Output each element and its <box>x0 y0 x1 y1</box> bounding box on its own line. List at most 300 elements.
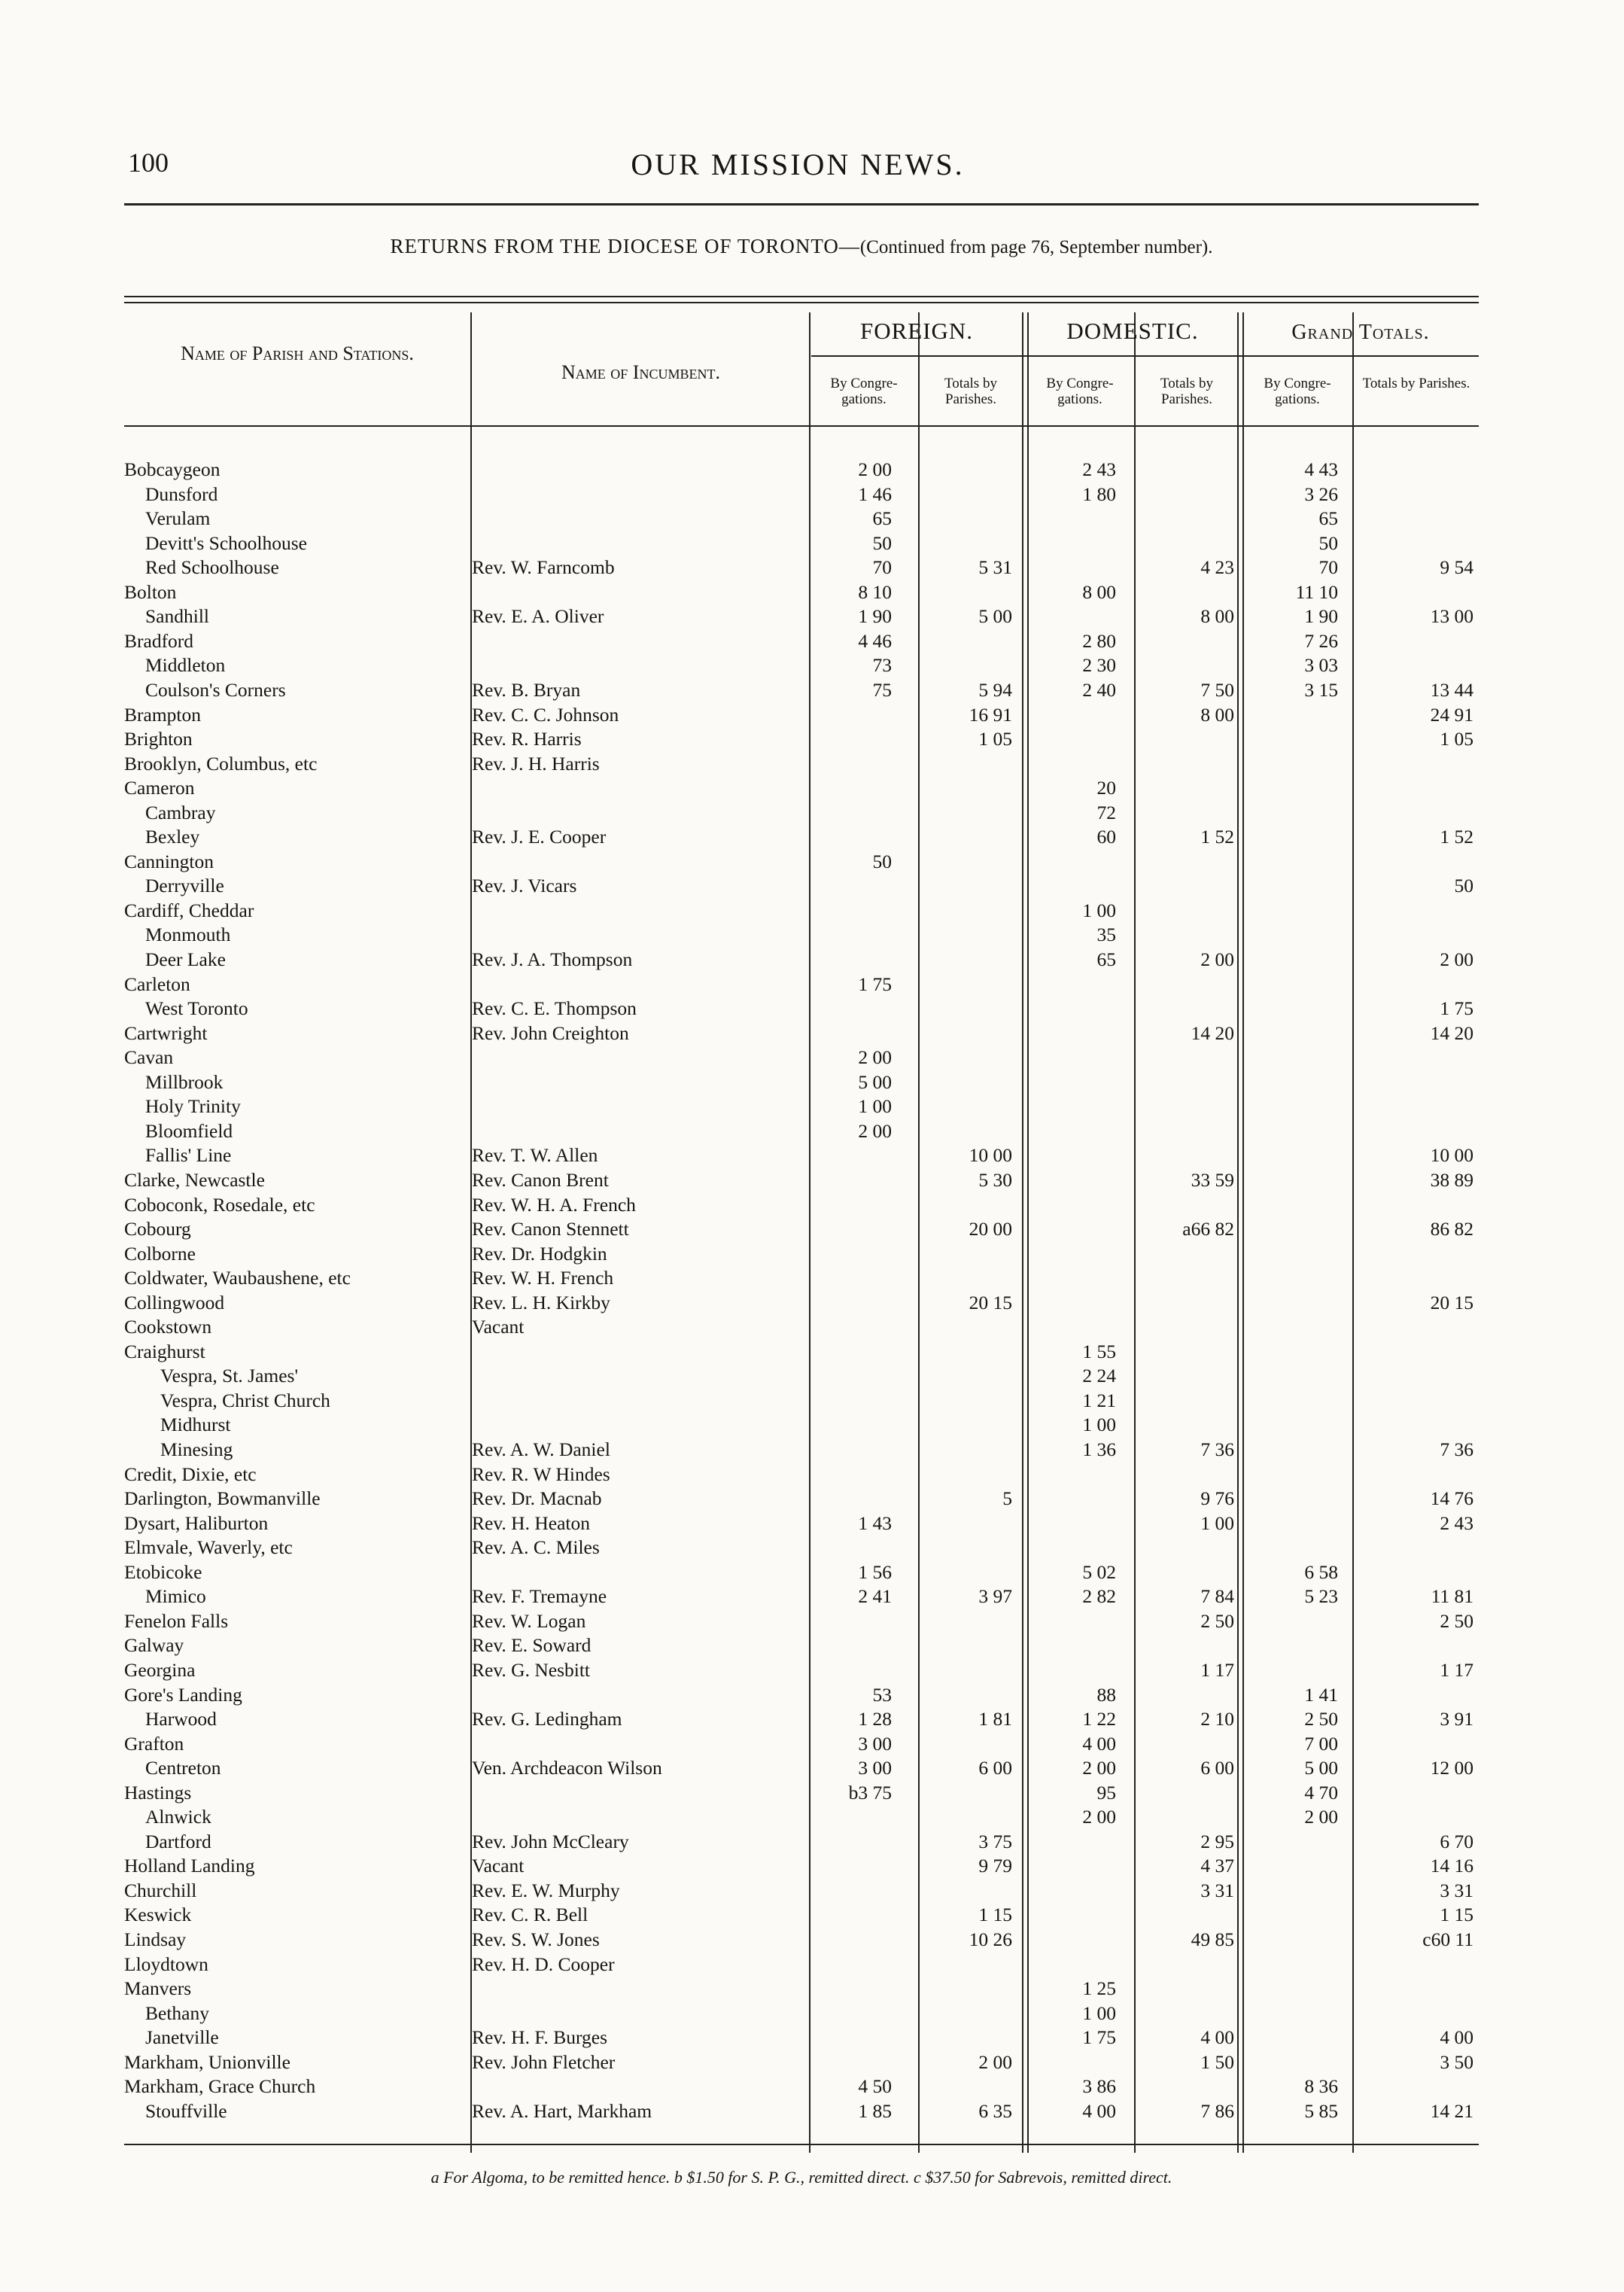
table-row <box>124 1021 1479 1046</box>
table-row <box>124 1609 1479 1633</box>
parish-name: West Toronto <box>145 997 248 1020</box>
amount-dp: 4 37 <box>1200 1855 1234 1877</box>
table-row <box>124 1412 1479 1437</box>
amount-dc: 2 43 <box>1082 458 1116 480</box>
foreign-by-congregations-header: By Congre-gations. <box>830 376 898 407</box>
incumbent-name: Rev. Canon Stennett <box>472 1218 629 1240</box>
table-row <box>124 800 1479 825</box>
amount-fc: 1 43 <box>858 1511 892 1534</box>
report-title-continued: (Continued from page 76, September number). <box>859 237 1213 257</box>
amount-dc: 2 00 <box>1082 1757 1116 1779</box>
amount-gc: 8 36 <box>1304 2075 1338 2098</box>
parish-name: Harwood <box>145 1708 217 1730</box>
amount-dp: 7 36 <box>1200 1438 1234 1460</box>
table-row <box>124 898 1479 923</box>
amount-fp: 5 <box>1002 1487 1012 1510</box>
amount-dc: 1 22 <box>1082 1708 1116 1730</box>
parish-name: Coboconk, Rosedale, etc <box>124 1193 315 1216</box>
incumbent-name: Rev. W. Farncomb <box>472 556 615 579</box>
incumbent-name: Rev. A. C. Miles <box>472 1536 600 1559</box>
table-row <box>124 702 1479 727</box>
parish-name: Centreton <box>145 1757 221 1779</box>
parish-name: Bolton <box>124 580 177 603</box>
amount-dc: 2 30 <box>1082 654 1116 677</box>
parish-name: Markham, Grace Church <box>124 2075 316 2098</box>
table-row <box>124 1535 1479 1560</box>
table-row <box>124 726 1479 751</box>
amount-gc: 2 50 <box>1304 1708 1338 1730</box>
parish-name: Derryville <box>145 875 224 897</box>
amount-gc: 4 70 <box>1304 1781 1338 1803</box>
parish-name: Dysart, Haliburton <box>124 1511 269 1534</box>
amount-dp: 2 10 <box>1200 1708 1234 1730</box>
parish-name: Brighton <box>124 728 193 750</box>
amount-fc: 8 10 <box>858 580 892 603</box>
amount-dc: 1 55 <box>1082 1340 1116 1362</box>
incumbent-column-header: Name of Incumbent. <box>561 361 720 383</box>
amount-dp: 1 17 <box>1200 1658 1234 1681</box>
amount-gp: 86 82 <box>1430 1218 1473 1240</box>
amount-fp: 10 00 <box>969 1144 1012 1167</box>
table-row <box>124 531 1479 555</box>
amount-fc: 53 <box>872 1683 892 1706</box>
parish-name: Dartford <box>145 1830 211 1852</box>
incumbent-name: Rev. S. W. Jones <box>472 1928 600 1950</box>
parish-name: Holy Trinity <box>145 1095 241 1118</box>
amount-fp: 6 35 <box>978 2099 1012 2122</box>
amount-fc: b3 75 <box>848 1781 892 1803</box>
amount-fp: 10 26 <box>969 1928 1012 1950</box>
incumbent-name: Rev. E. Soward <box>472 1634 592 1657</box>
amount-dc: 4 00 <box>1082 1732 1116 1755</box>
amount-dc: 1 00 <box>1082 899 1116 921</box>
amount-gp: 1 15 <box>1440 1904 1473 1926</box>
domestic-group-header: DOMESTIC. <box>1066 318 1199 344</box>
amount-gp: 24 91 <box>1430 703 1473 726</box>
parish-name: Holland Landing <box>124 1855 255 1877</box>
amount-dc: 2 00 <box>1082 1806 1116 1828</box>
amount-gc: 2 00 <box>1304 1806 1338 1828</box>
table-row <box>124 1265 1479 1290</box>
amount-dc: 2 40 <box>1082 678 1116 701</box>
table-row <box>124 1290 1479 1315</box>
amount-fp: 20 00 <box>969 1218 1012 1240</box>
amount-dp: 7 84 <box>1200 1585 1234 1608</box>
parish-name: Hastings <box>124 1781 192 1803</box>
table-row <box>124 1657 1479 1682</box>
parish-name: Brampton <box>124 703 201 726</box>
incumbent-name: Ven. Archdeacon Wilson <box>472 1757 662 1779</box>
amount-fp: 6 00 <box>978 1757 1012 1779</box>
amount-dc: 2 80 <box>1082 629 1116 652</box>
table-row <box>124 1094 1479 1119</box>
amount-gc: 11 10 <box>1295 580 1338 603</box>
amount-fp: 2 00 <box>978 2050 1012 2073</box>
amount-gc: 65 <box>1318 507 1338 530</box>
parish-name: Credit, Dixie, etc <box>124 1463 257 1485</box>
parish-name: Millbrook <box>145 1070 224 1093</box>
amount-gp: 4 00 <box>1440 2026 1473 2049</box>
table-row <box>124 457 1479 482</box>
amount-fc: 4 50 <box>858 2075 892 2098</box>
amount-fp: 20 15 <box>969 1291 1012 1313</box>
report-title <box>124 235 1479 258</box>
amount-fp: 16 91 <box>969 703 1012 726</box>
parish-name: Cavan <box>124 1046 174 1069</box>
incumbent-name: Rev. H. F. Burges <box>472 2026 608 2049</box>
amount-gp: 2 50 <box>1440 1609 1473 1632</box>
table-row <box>124 947 1479 972</box>
parish-name: Markham, Unionville <box>124 2050 290 2073</box>
amount-gp: 14 16 <box>1430 1855 1473 1877</box>
table-row <box>124 1143 1479 1167</box>
table-row <box>124 604 1479 629</box>
parish-name: Midhurst <box>160 1414 231 1436</box>
parish-name: Lloydtown <box>124 1953 208 1975</box>
header-bottom-rule <box>124 425 1479 427</box>
amount-fc: 1 90 <box>858 605 892 628</box>
table-row <box>124 506 1479 531</box>
amount-dp: 1 52 <box>1200 826 1234 848</box>
amount-gc: 7 26 <box>1304 629 1338 652</box>
table-row <box>124 1976 1479 2001</box>
table-top-rule-2 <box>124 302 1479 303</box>
amount-fp: 5 31 <box>978 556 1012 579</box>
parish-name: Bloomfield <box>145 1119 233 1142</box>
header-rule <box>124 203 1479 205</box>
amount-dc: 5 02 <box>1082 1560 1116 1583</box>
incumbent-name: Rev. H. Heaton <box>472 1511 590 1534</box>
parish-name: Georgina <box>124 1658 196 1681</box>
group-subrule <box>811 355 1479 357</box>
amount-dc: 60 <box>1096 826 1116 848</box>
amount-dc: 35 <box>1096 924 1116 946</box>
amount-gc: 50 <box>1318 531 1338 554</box>
parish-name: Bexley <box>145 826 200 848</box>
incumbent-name: Rev. W. Logan <box>472 1609 586 1632</box>
amount-dp: 9 76 <box>1200 1487 1234 1510</box>
amount-gp: 1 17 <box>1440 1658 1473 1681</box>
amount-dc: 1 00 <box>1082 1414 1116 1436</box>
amount-fc: 1 56 <box>858 1560 892 1583</box>
amount-dc: 1 21 <box>1082 1389 1116 1411</box>
amount-fc: 1 28 <box>858 1708 892 1730</box>
parish-name: Mimico <box>145 1585 206 1608</box>
amount-fc: 70 <box>872 556 892 579</box>
parish-name: Brooklyn, Columbus, etc <box>124 752 318 775</box>
parish-column-header: Name of Parish and Stations. <box>181 342 414 364</box>
amount-dc: 72 <box>1096 801 1116 823</box>
parish-name: Stouffville <box>145 2099 227 2122</box>
table-row <box>124 775 1479 800</box>
foreign-totals-by-parishes-header: Totals by Parishes. <box>944 376 997 407</box>
amount-dp: 8 00 <box>1200 605 1234 628</box>
amount-gc: 5 23 <box>1304 1585 1338 1608</box>
page-number: 100 <box>128 148 169 178</box>
report-title-main: RETURNS FROM THE DIOCESE OF TORONTO— <box>390 235 860 257</box>
incumbent-name: Rev. C. R. Bell <box>472 1904 588 1926</box>
table-row <box>124 1462 1479 1487</box>
table-row <box>124 2050 1479 2074</box>
amount-fc: 4 46 <box>858 629 892 652</box>
amount-gc: 5 85 <box>1304 2099 1338 2122</box>
amount-dc: 95 <box>1096 1781 1116 1803</box>
incumbent-name: Rev. H. D. Cooper <box>472 1953 615 1975</box>
parish-name: Alnwick <box>145 1806 211 1828</box>
parish-name: Keswick <box>124 1904 192 1926</box>
incumbent-name: Rev. A. Hart, Markham <box>472 2099 652 2122</box>
table-row <box>124 1486 1479 1511</box>
amount-gp: 20 15 <box>1430 1291 1473 1313</box>
parish-name: Churchill <box>124 1879 197 1901</box>
parish-name: Fenelon Falls <box>124 1609 229 1632</box>
amount-gp: 50 <box>1454 875 1473 897</box>
table-row <box>124 1755 1479 1780</box>
amount-fc: 1 75 <box>858 973 892 995</box>
table-row <box>124 1216 1479 1241</box>
amount-fp: 5 30 <box>978 1168 1012 1191</box>
table-row <box>124 824 1479 849</box>
parish-name: Craighurst <box>124 1340 205 1362</box>
incumbent-name: Rev. Dr. Hodgkin <box>472 1242 607 1265</box>
amount-fc: 2 00 <box>858 458 892 480</box>
amount-gc: 3 26 <box>1304 482 1338 505</box>
table-row <box>124 1314 1479 1339</box>
amount-dp: 2 95 <box>1200 1830 1234 1852</box>
amount-dp: 14 20 <box>1191 1021 1234 1044</box>
incumbent-name: Rev. John Creighton <box>472 1021 629 1044</box>
parish-name: Grafton <box>124 1732 184 1755</box>
amount-fc: 3 00 <box>858 1757 892 1779</box>
amount-fp: 1 15 <box>978 1904 1012 1926</box>
table-row <box>124 1119 1479 1143</box>
amount-gc: 5 00 <box>1304 1757 1338 1779</box>
table-row <box>124 1633 1479 1657</box>
amount-dp: 49 85 <box>1191 1928 1234 1950</box>
amount-fp: 5 94 <box>978 678 1012 701</box>
amount-dc: 2 82 <box>1082 1585 1116 1608</box>
amount-fc: 5 00 <box>858 1070 892 1093</box>
amount-gp: 14 20 <box>1430 1021 1473 1044</box>
parish-name: Collingwood <box>124 1291 225 1313</box>
table-row <box>124 1706 1479 1731</box>
parish-name: Lindsay <box>124 1928 187 1950</box>
amount-dp: 6 00 <box>1200 1757 1234 1779</box>
parish-name: Elmvale, Waverly, etc <box>124 1536 293 1559</box>
table-row <box>124 2025 1479 2050</box>
incumbent-name: Rev. E. A. Oliver <box>472 605 604 628</box>
table-row <box>124 972 1479 997</box>
parish-name: Devitt's Schoolhouse <box>145 531 307 554</box>
incumbent-name: Rev. C. C. Johnson <box>472 703 619 726</box>
amount-gp: 13 00 <box>1430 605 1473 628</box>
domestic-by-congregations-header: By Congre-gations. <box>1046 376 1114 407</box>
amount-gp: 1 05 <box>1440 728 1473 750</box>
table-row <box>124 1192 1479 1217</box>
amount-gp: 3 91 <box>1440 1708 1473 1730</box>
table-row <box>124 2001 1479 2026</box>
amount-fc: 1 46 <box>858 482 892 505</box>
parish-name: Sandhill <box>145 605 210 628</box>
parish-name: Cambray <box>145 801 216 823</box>
amount-fp: 1 05 <box>978 728 1012 750</box>
grand-by-congregations-header: By Congre-gations. <box>1264 376 1331 407</box>
parish-name: Janetville <box>145 2026 219 2049</box>
incumbent-name: Rev. G. Ledingham <box>472 1708 622 1730</box>
parish-name: Gore's Landing <box>124 1683 242 1706</box>
table-row <box>124 1167 1479 1192</box>
amount-dp: 7 50 <box>1200 678 1234 701</box>
incumbent-name: Rev. B. Bryan <box>472 678 581 701</box>
table-row <box>124 1878 1479 1903</box>
amount-gp: 1 75 <box>1440 997 1473 1020</box>
parish-name: Bradford <box>124 629 194 652</box>
amount-gp: c60 11 <box>1422 1928 1473 1950</box>
parish-name: Vespra, Christ Church <box>160 1389 330 1411</box>
amount-gp: 9 54 <box>1440 556 1473 579</box>
amount-gp: 2 43 <box>1440 1511 1473 1534</box>
amount-gp: 38 89 <box>1430 1168 1473 1191</box>
amount-dp: 3 31 <box>1200 1879 1234 1901</box>
incumbent-name: Rev. J. H. Harris <box>472 752 600 775</box>
table-row <box>124 482 1479 507</box>
amount-dp: 33 59 <box>1191 1168 1234 1191</box>
amount-dc: 1 36 <box>1082 1438 1116 1460</box>
parish-name: Darlington, Bowmanville <box>124 1487 321 1510</box>
amount-dc: 4 00 <box>1082 2099 1116 2122</box>
amount-gc: 1 90 <box>1304 605 1338 628</box>
amount-gp: 11 81 <box>1431 1585 1473 1608</box>
parish-name: Red Schoolhouse <box>145 556 279 579</box>
amount-dc: 3 86 <box>1082 2075 1116 2098</box>
amount-dc: 20 <box>1096 777 1116 799</box>
table-row <box>124 1560 1479 1584</box>
incumbent-name: Rev. J. E. Cooper <box>472 826 607 848</box>
parish-name: Cameron <box>124 777 195 799</box>
table-row <box>124 1363 1479 1388</box>
parish-name: Cookstown <box>124 1316 212 1338</box>
table-bottom-rule <box>124 2144 1479 2145</box>
amount-gp: 3 50 <box>1440 2050 1473 2073</box>
incumbent-name: Rev. John Fletcher <box>472 2050 616 2073</box>
amount-gp: 12 00 <box>1430 1757 1473 1779</box>
amount-dc: 2 24 <box>1082 1365 1116 1387</box>
parish-name: Minesing <box>160 1438 233 1460</box>
amount-fc: 50 <box>872 531 892 554</box>
footnote: a For Algoma, to be remitted hence. b $1.50 for S. P. G., remitted direct. c $37.50 for Sabrevois, remitted direct. <box>430 2168 1172 2187</box>
amount-fp: 9 79 <box>978 1855 1012 1877</box>
parish-name: Cardiff, Cheddar <box>124 899 254 921</box>
amount-gc: 7 00 <box>1304 1732 1338 1755</box>
amount-fc: 2 41 <box>858 1585 892 1608</box>
parish-name: Carleton <box>124 973 190 995</box>
amount-gc: 4 43 <box>1304 458 1338 480</box>
amount-fp: 1 81 <box>978 1708 1012 1730</box>
amount-gc: 6 58 <box>1304 1560 1338 1583</box>
amount-fp: 3 75 <box>978 1830 1012 1852</box>
amount-fc: 1 00 <box>858 1095 892 1118</box>
amount-dp: 4 00 <box>1200 2026 1234 2049</box>
amount-fc: 2 00 <box>858 1119 892 1142</box>
parish-name: Vespra, St. James' <box>160 1365 299 1387</box>
table-row <box>124 629 1479 653</box>
table-top-rule <box>124 296 1479 297</box>
incumbent-name: Rev. J. A. Thompson <box>472 948 633 970</box>
amount-gp: 1 52 <box>1440 826 1473 848</box>
amount-fp: 5 00 <box>978 605 1012 628</box>
parish-name: Bobcaygeon <box>124 458 220 480</box>
amount-fc: 75 <box>872 678 892 701</box>
amount-dc: 88 <box>1096 1683 1116 1706</box>
amount-fc: 73 <box>872 654 892 677</box>
parish-name: Etobicoke <box>124 1560 202 1583</box>
amount-dc: 65 <box>1096 948 1116 970</box>
table-row <box>124 1511 1479 1536</box>
table-row <box>124 1927 1479 1952</box>
amount-gc: 1 41 <box>1304 1683 1338 1706</box>
incumbent-name: Vacant <box>472 1316 525 1338</box>
incumbent-name: Rev. F. Tremayne <box>472 1585 607 1608</box>
grand-totals-group-header: Grand Totals. <box>1291 321 1430 344</box>
amount-fc: 3 00 <box>858 1732 892 1755</box>
table-row <box>124 1902 1479 1927</box>
table-row <box>124 2099 1479 2123</box>
table-row <box>124 1780 1479 1805</box>
amount-gp: 14 21 <box>1430 2099 1473 2122</box>
incumbent-name: Rev. W. H. French <box>472 1267 614 1289</box>
incumbent-name: Rev. A. W. Daniel <box>472 1438 610 1460</box>
parish-name: Deer Lake <box>145 948 226 970</box>
domestic-totals-by-parishes-header: Totals by Parishes. <box>1160 376 1213 407</box>
table-row <box>124 1853 1479 1878</box>
incumbent-name: Rev. R. Harris <box>472 728 582 750</box>
table-row <box>124 1731 1479 1756</box>
amount-dp: 7 86 <box>1200 2099 1234 2122</box>
incumbent-name: Rev. Dr. Macnab <box>472 1487 602 1510</box>
amount-dp: 1 50 <box>1200 2050 1234 2073</box>
table-row <box>124 1388 1479 1413</box>
parish-name: Middleton <box>145 654 226 677</box>
table-row <box>124 1070 1479 1094</box>
incumbent-name: Vacant <box>472 1855 525 1877</box>
parish-name: Cartwright <box>124 1021 208 1044</box>
page-header <box>120 147 1475 192</box>
incumbent-name: Rev. W. H. A. French <box>472 1193 636 1216</box>
parish-name: Coldwater, Waubaushene, etc <box>124 1267 351 1289</box>
amount-fc: 1 85 <box>858 2099 892 2122</box>
table-row <box>124 580 1479 604</box>
incumbent-name: Rev. J. Vicars <box>472 875 577 897</box>
table-row <box>124 653 1479 677</box>
amount-gc: 3 15 <box>1304 678 1338 701</box>
parish-name: Monmouth <box>145 924 231 946</box>
table-row <box>124 1437 1479 1462</box>
amount-gp: 3 31 <box>1440 1879 1473 1901</box>
table-row <box>124 2074 1479 2099</box>
parish-name: Galway <box>124 1634 184 1657</box>
foreign-group-header: FOREIGN. <box>859 318 974 344</box>
table-row <box>124 677 1479 702</box>
incumbent-name: Rev. G. Nesbitt <box>472 1658 590 1681</box>
amount-dp: 2 50 <box>1200 1609 1234 1632</box>
amount-gp: 13 44 <box>1430 678 1473 701</box>
amount-gc: 70 <box>1318 556 1338 579</box>
page-title: OUR MISSION NEWS. <box>631 148 965 181</box>
table-row <box>124 1584 1479 1609</box>
table-row <box>124 873 1479 898</box>
amount-dc: 1 25 <box>1082 1977 1116 2000</box>
amount-fc: 50 <box>872 850 892 872</box>
